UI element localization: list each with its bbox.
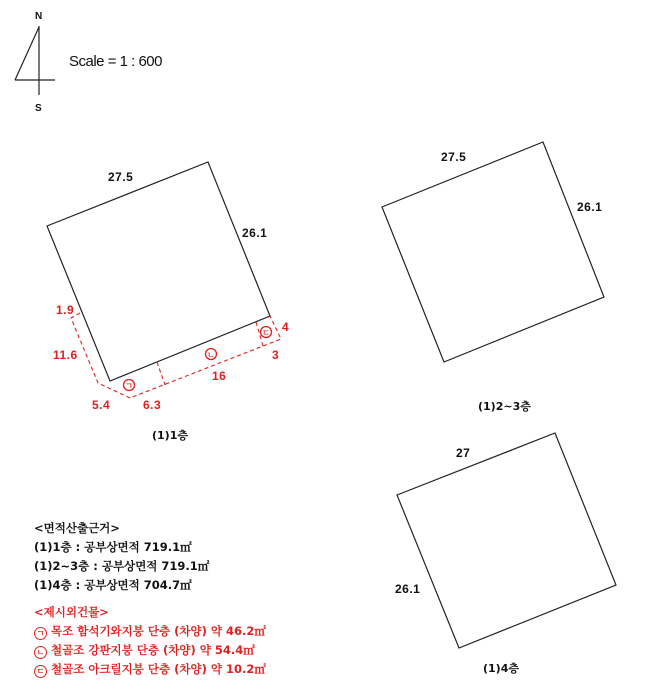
excluded-building-text: 철골조 강판지붕 단층 (차양) 약 54.4㎡ [51, 643, 255, 657]
area-basis-title: <면적산출근거> [34, 521, 120, 535]
plan-caption: (1)1층 [152, 429, 188, 442]
legend [34, 519, 266, 679]
marker-a-icon: ㄱ [34, 627, 47, 640]
annex-marker-b-icon [206, 349, 217, 360]
compass-south: S [35, 103, 42, 114]
area-basis-row: (1)2~3층 : 공부상면적 719.1㎡ [34, 559, 210, 573]
plan-floor-2-3 [382, 142, 604, 413]
plan-floor-1 [47, 162, 289, 442]
annex-outline [71, 313, 281, 398]
area-basis-row: (1)1층 : 공부상면적 719.1㎡ [34, 540, 192, 554]
marker-c-icon: ㄷ [34, 665, 47, 678]
dim-annex-6: 3 [272, 348, 280, 362]
dim-annex-1: 1.9 [56, 303, 75, 317]
excluded-building-text: 철골조 아크릴지붕 단층 (차양) 약 10.2㎡ [51, 662, 266, 676]
north-arrow-icon [15, 11, 55, 114]
excluded-building-row [34, 660, 266, 679]
plan-caption: (1)4층 [483, 662, 519, 675]
dim-right: 26.1 [242, 226, 268, 240]
dim-annex-3: 5.4 [92, 398, 111, 412]
dim-right: 26.1 [577, 200, 603, 214]
excluded-building-text: 목조 함석기와지붕 단층 (차양) 약 46.2㎡ [51, 624, 266, 638]
dim-annex-7: 4 [282, 320, 290, 334]
svg-text:ㄴ: ㄴ [207, 350, 215, 360]
dim-annex-2: 11.6 [53, 348, 78, 362]
excluded-building-row [34, 641, 266, 660]
annex-marker-c-icon [261, 327, 272, 338]
dim-top: 27 [456, 446, 471, 460]
dim-top: 27.5 [108, 170, 134, 184]
dim-top: 27.5 [441, 150, 467, 164]
plan-floor-4 [395, 433, 616, 675]
dim-left: 26.1 [395, 582, 421, 596]
plan-caption: (1)2~3층 [478, 400, 531, 413]
dim-annex-5: 16 [212, 369, 227, 383]
excluded-building-row [34, 622, 266, 641]
compass-north: N [35, 11, 43, 22]
building-outline [47, 162, 270, 381]
svg-text:ㄷ: ㄷ [262, 328, 270, 338]
dim-annex-4: 6.3 [143, 398, 162, 412]
marker-b-icon: ㄴ [34, 646, 47, 659]
building-outline [382, 142, 604, 362]
annex-marker-a-icon [124, 380, 135, 391]
svg-text:ㄱ: ㄱ [125, 381, 133, 391]
scale-label: Scale = 1 : 600 [69, 53, 162, 70]
area-basis-row: (1)4층 : 공부상면적 704.7㎡ [34, 578, 192, 592]
building-outline [397, 433, 616, 648]
excluded-buildings-title: <제시외건물> [34, 605, 109, 619]
